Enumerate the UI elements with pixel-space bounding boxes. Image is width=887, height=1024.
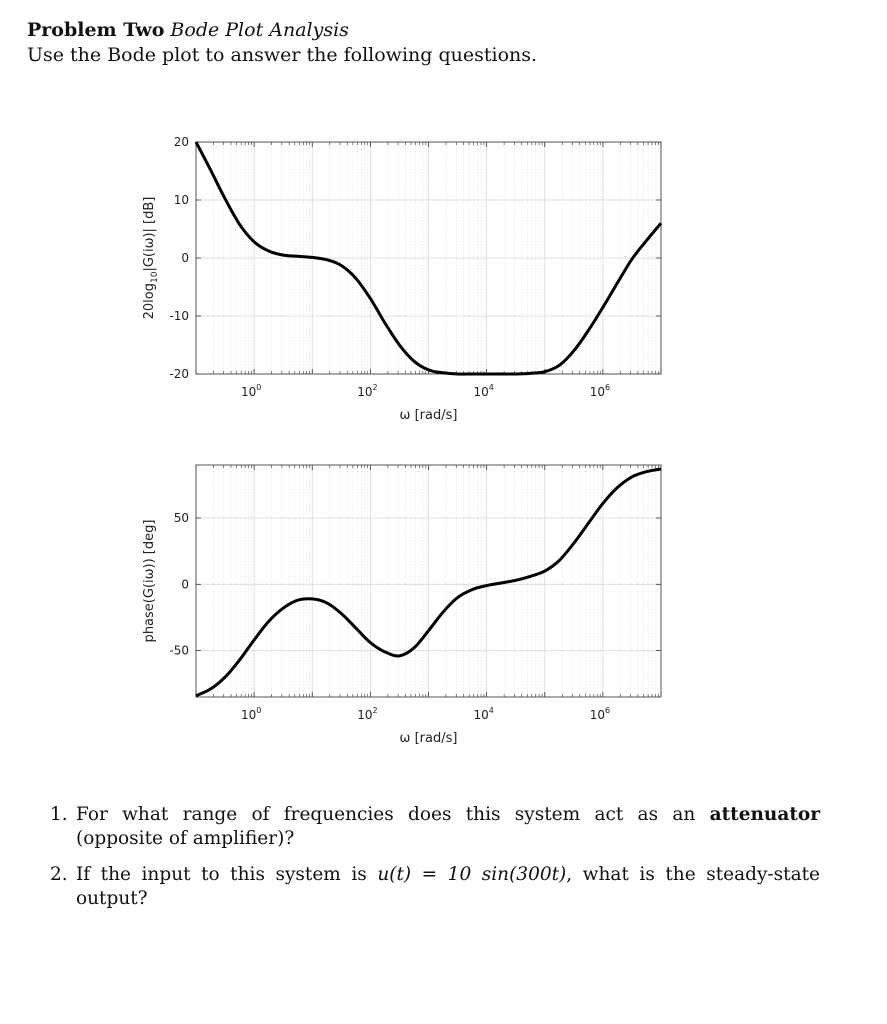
- y-tick-label: -10: [169, 309, 189, 323]
- x-tick-label: $10^6$: [589, 383, 611, 399]
- question-text: [76, 803, 820, 851]
- x-tick-label: $10^4$: [473, 383, 494, 399]
- x-axis-label: ω [rad/s]: [399, 731, 458, 746]
- x-tick-label: $10^2$: [357, 706, 378, 722]
- question-2: [50, 863, 820, 911]
- x-tick-label: $10^2$: [357, 383, 378, 399]
- x-axis-label: ω [rad/s]: [399, 408, 458, 423]
- chart-magnitude: [142, 135, 661, 423]
- x-tick-label: $10^0$: [240, 706, 262, 722]
- y-tick-label: 10: [173, 193, 189, 207]
- question-number: 1.: [50, 804, 68, 825]
- question-text: [76, 863, 820, 911]
- question-keyword: attenuator: [709, 804, 820, 825]
- y-tick-label: 0: [181, 577, 189, 592]
- y-tick-label: -50: [169, 643, 189, 658]
- question-1: [50, 803, 820, 851]
- question-text-part: , what is the steady-state output?: [76, 864, 820, 909]
- y-axis-label: $20\log_{10}|G(i\omega)|$ [dB]: [142, 196, 160, 320]
- problem-topic: Bode Plot Analysis: [170, 19, 349, 41]
- problem-label: Problem Two: [27, 19, 165, 41]
- question-text-part: (opposite of amplifier)?: [76, 828, 295, 849]
- question-list: [50, 803, 820, 923]
- question-math: u(t) = 10 sin(300t): [377, 864, 567, 885]
- question-number: 2.: [50, 864, 68, 885]
- x-tick-label: $10^4$: [473, 706, 494, 722]
- chart-phase: [142, 465, 661, 746]
- question-text-part: For what range of frequencies does this system act as an: [76, 804, 696, 825]
- instructions: Use the Bode plot to answer the following questions.: [27, 44, 538, 66]
- y-tick-label: 0: [181, 251, 189, 265]
- y-tick-label: -20: [169, 367, 189, 381]
- y-axis-label: phase(G(iω)) [deg]: [142, 519, 157, 643]
- x-tick-label: $10^6$: [589, 706, 611, 722]
- y-tick-label: 20: [173, 135, 189, 149]
- y-tick-label: 50: [173, 511, 189, 526]
- x-tick-label: $10^0$: [240, 383, 262, 399]
- question-text-part: If the input to this system is: [76, 864, 367, 885]
